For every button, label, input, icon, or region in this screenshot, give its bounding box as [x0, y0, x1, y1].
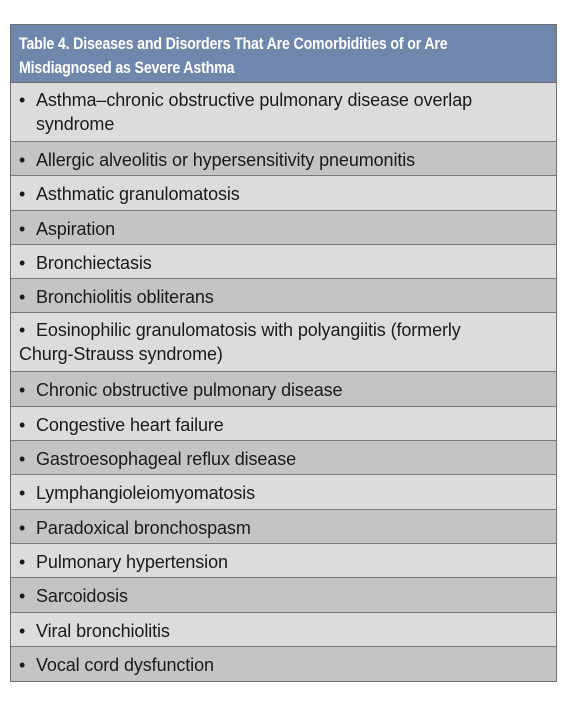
table-title-line-2: Misdiagnosed as Severe Asthma: [19, 59, 235, 77]
row-text: Allergic alveolitis or hypersensitivity pneumonitis: [36, 150, 416, 170]
table-title: [11, 25, 556, 83]
row-text: Aspiration: [36, 218, 116, 239]
row-text: Asthmatic granulomatosis: [36, 184, 240, 205]
bullet-icon: •: [19, 287, 26, 308]
table-row: [11, 313, 556, 372]
table-row: [11, 372, 556, 406]
table-row: [11, 142, 556, 176]
bullet-icon: •: [19, 90, 26, 110]
table-row: [11, 83, 556, 142]
table-row: [11, 544, 556, 578]
bullet-icon: •: [19, 654, 26, 675]
table-row: [11, 279, 556, 313]
bullet-icon: •: [19, 320, 26, 341]
table-row: [11, 211, 556, 245]
row-text: Lymphangioleiomyomatosis: [36, 483, 256, 504]
row-text: Viral bronchiolitis: [36, 620, 170, 641]
table-row: [11, 613, 556, 647]
bullet-icon: •: [19, 414, 26, 435]
row-text: Sarcoidosis: [36, 586, 128, 607]
table-row: [11, 510, 556, 544]
table-title-line-1: Table 4. Diseases and Disorders That Are Comorbidities of or Are: [19, 35, 448, 53]
bullet-icon: •: [19, 218, 26, 239]
bullet-icon: •: [19, 586, 26, 607]
table-row: [11, 176, 556, 210]
comorbidities-table: [10, 24, 557, 682]
bullet-icon: •: [19, 252, 26, 273]
row-text: Congestive heart failure: [36, 414, 224, 435]
bullet-icon: •: [19, 150, 26, 170]
row-text: Paradoxical bronchospasm: [36, 517, 251, 538]
bullet-icon: •: [19, 620, 26, 641]
table-row: [11, 407, 556, 441]
row-text: Chronic obstructive pulmonary disease: [36, 380, 343, 401]
row-text: Vocal cord dysfunction: [36, 654, 214, 675]
bullet-icon: •: [19, 517, 26, 538]
table-row: [11, 475, 556, 509]
row-text-continued: syndrome: [36, 114, 115, 134]
row-text: Bronchiectasis: [36, 252, 152, 273]
bullet-icon: •: [19, 380, 26, 401]
row-text: Pulmonary hypertension: [36, 551, 228, 572]
bullet-icon: •: [19, 184, 26, 205]
row-text: Eosinophilic granulomatosis with polyangiitis (formerly: [36, 320, 461, 341]
row-text: Asthma–chronic obstructive pulmonary disease overlap: [36, 90, 473, 110]
bullet-icon: •: [19, 551, 26, 572]
bullet-icon: •: [19, 449, 26, 470]
table-row: [11, 647, 556, 681]
row-text: Gastroesophageal reflux disease: [36, 449, 297, 470]
table-row: [11, 578, 556, 612]
table-row: [11, 441, 556, 475]
row-text: Bronchiolitis obliterans: [36, 287, 214, 308]
row-text-continued: Churg-Strauss syndrome): [19, 344, 223, 365]
bullet-icon: •: [19, 483, 26, 504]
table-row: [11, 245, 556, 279]
